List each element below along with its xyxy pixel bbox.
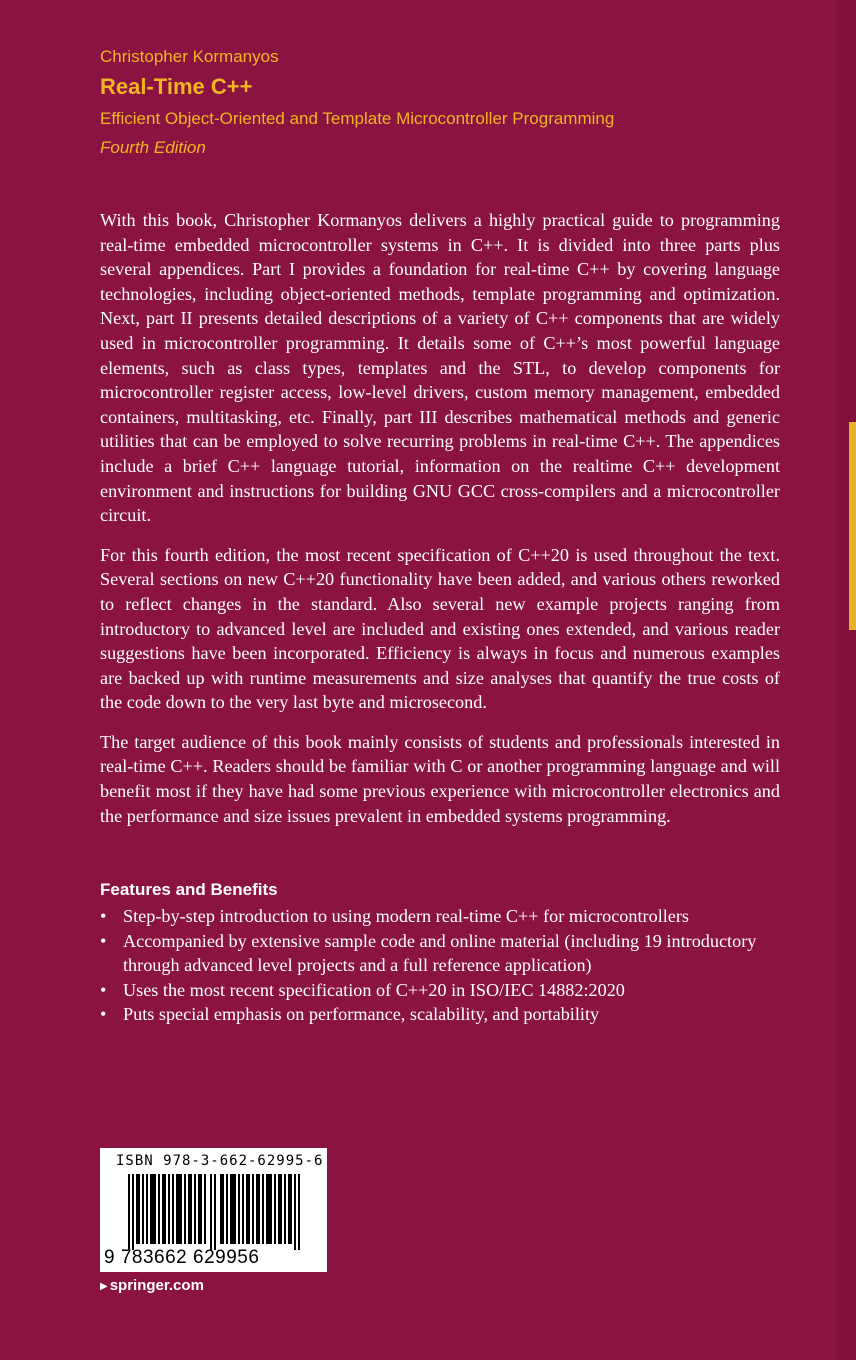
publisher-link[interactable] — [100, 1276, 204, 1297]
bullet-icon: • — [100, 979, 107, 1000]
feature-text: Step-by-step introduction to using modern real-time C++ for microcontrollers — [123, 906, 690, 926]
features-heading: Features and Benefits — [100, 880, 278, 899]
features-list — [100, 904, 800, 1027]
feature-item — [100, 904, 800, 929]
feature-text: Puts special emphasis on performance, scalability, and portability — [123, 1004, 600, 1025]
description-paragraph: The target audience of this book mainly consists of students and professionals interested in real-time C++. Readers should be familiar with C or another programming language and will benefit most if they have had some previous experience with microcontroller electronics and the performance and size issues prevalent in embedded systems programming. — [100, 731, 780, 826]
feature-item — [100, 1002, 800, 1027]
book-subtitle: Efficient Object-Oriented and Template Microcontroller Programming — [100, 109, 615, 128]
spine-accent-bar — [849, 422, 856, 630]
author-name: Christopher Kormanyos — [100, 47, 279, 66]
book-header — [100, 44, 614, 162]
feature-item — [100, 929, 800, 978]
isbn-label: ISBN 978-3-662-62995-6 — [116, 1153, 324, 1169]
feature-item — [100, 978, 800, 1003]
book-title: Real-Time C++ — [100, 74, 253, 99]
bullet-icon: • — [100, 930, 107, 951]
feature-text: Accompanied by extensive sample code and online material (including 19 introductory through advanced level projects and a full reference application) — [123, 930, 757, 976]
book-edition: Fourth Edition — [100, 138, 206, 157]
bullet-icon: • — [100, 906, 107, 926]
description-paragraph: With this book, Christopher Kormanyos delivers a highly practical guide to programming real-time embedded microcontroller systems in C++. It is divided into three parts plus several appendices. Part I provides a foundation for real-time C++ by covering language technologies, including object-oriented methods, template programming and optimization. Next, part II presents detailed descriptions of a variety of C++ components that are widely used in microcontroller programming. It details some of C++’s most powerful language elements, such as class types, templates and the STL, to develop components for microcontroller register access, low-level drivers, custom memory management, embedded containers, multitasking, etc. Finally, part III describes mathematical methods and generic utilities that can be employed to solve recurring problems in real-time C++. The appendices include a brief C++ language tutorial, information on the realtime C++ development environment and instructions for building GNU GCC cross-compilers and a microcontroller circuit. — [100, 210, 780, 526]
bullet-icon: • — [100, 1004, 107, 1025]
spine-strip — [836, 0, 856, 1360]
description-text — [100, 208, 780, 843]
feature-text: Uses the most recent specification of C++20 in ISO/IEC 14882:2020 — [123, 979, 625, 1000]
publisher-url: springer.com — [109, 1277, 204, 1294]
isbn-barcode — [100, 1148, 327, 1272]
barcode-digits: 9 783662 629956 — [104, 1247, 260, 1268]
description-paragraph: For this fourth edition, the most recent specification of C++20 is used throughout the text. Several sections on new C++20 functionality have been added, and various others reworked to reflect changes in the standard. Also several new example projects ranging from introductory to advanced level are included and existing ones extended, and various reader suggestions have been incorporated. Efficiency is always in focus and numerous examples are backed up with runtime measurements and size analyses that quantify the true costs of the code down to the very last byte and microsecond. — [100, 544, 780, 713]
triangle-right-icon: ▶ — [100, 1281, 108, 1292]
barcode-bars-icon — [128, 1174, 300, 1250]
